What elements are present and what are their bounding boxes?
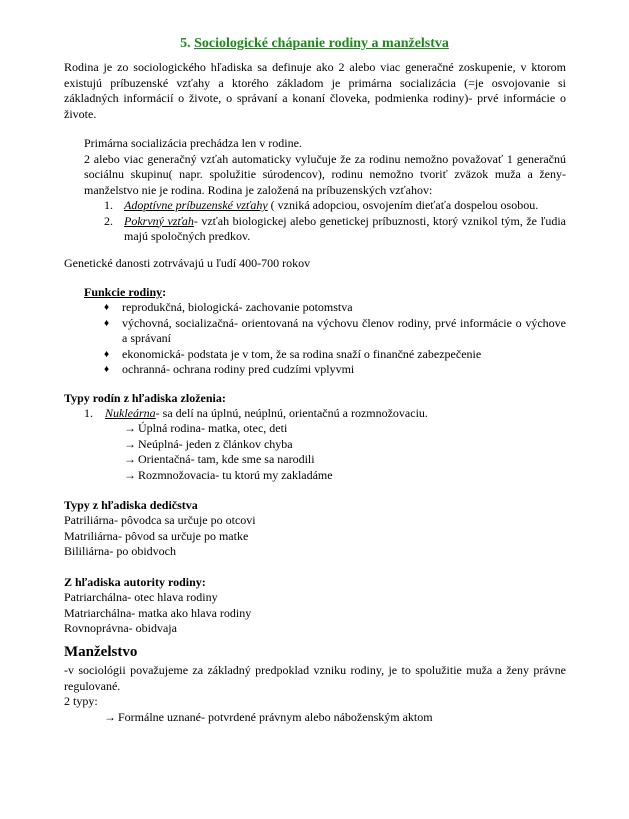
authority-heading xyxy=(64,575,206,591)
relation-term: Pokrvný vzťah xyxy=(124,213,194,228)
marriage-arrow-list xyxy=(104,710,433,726)
genetic-line: Genetické danosti zotrvávajú u ľudí 400-700 rokov xyxy=(64,256,311,270)
function-text: reprodukčná, biologická- zachovanie potomstva xyxy=(122,300,353,314)
authority-heading-text: Z hľadiska autority rodiny xyxy=(64,575,202,589)
arrow-item xyxy=(124,468,333,484)
diamond-bullet-icon: ♦ xyxy=(104,348,110,360)
section-title xyxy=(0,36,629,52)
arrow-text: Orientačná- tam, kde sme sa narodili xyxy=(138,452,315,466)
arrow-text: Formálne uznané- potvrdené právnym alebo náboženským aktom xyxy=(118,710,433,724)
inheritance-line: Bililiárna- po obidvoch xyxy=(64,544,176,558)
functions-list xyxy=(104,300,566,378)
relation-desc: ( vzniká adopciou, osvojením dieťaťa dospelou osobou. xyxy=(267,198,539,212)
diamond-bullet-icon: ♦ xyxy=(104,317,110,329)
relations-list xyxy=(104,198,566,245)
heading-colon: : xyxy=(201,575,206,589)
socialization-line: Primárna socializácia prechádza len v rodine. xyxy=(84,136,302,150)
arrow-text: Úplná rodina- matka, otec, deti xyxy=(138,421,288,435)
authority-line: Patriarchálna- otec hlava rodiny xyxy=(64,590,218,604)
function-item xyxy=(104,316,566,347)
arrow-item xyxy=(104,710,433,726)
relation-number: 1. xyxy=(104,198,113,212)
inheritance-heading: Typy z hľadiska dedičstva xyxy=(64,498,198,512)
function-text: ochranná- ochrana rodiny pred cudzími vplyvmi xyxy=(122,362,355,376)
composition-heading-text: Typy rodín z hľadiska zloženia xyxy=(64,391,222,405)
composition-term: Nukleárna xyxy=(105,406,156,420)
relation-term: Adoptívne príbuzenské vzťahy xyxy=(124,198,268,212)
functions-heading xyxy=(84,285,166,301)
marriage-heading: Manželstvo xyxy=(64,644,138,660)
section-number: 5. xyxy=(180,36,191,51)
arrow-item xyxy=(124,452,333,468)
function-item xyxy=(104,300,566,316)
marriage-text: -v sociológii považujeme za základný predpoklad vzniku rodiny, je to spolužitie muža a ženy právne regulované. xyxy=(64,663,566,693)
intro-paragraph: Rodina je zo sociologického hľadiska sa definuje ako 2 alebo viac generačné zoskupenie, v ktorom existujú príbuzenské vzťahy a ktorého základom je primárna socializácia (=je osvojovanie si základných informácií o živote, o správaní a konaní človeka, podmienka rodiny)- prvé informácie o živote. xyxy=(64,60,566,121)
section-title-text: Sociologické chápanie rodiny a manželstva xyxy=(194,36,449,51)
inheritance-line: Matriliárna- pôvod sa určuje po matke xyxy=(64,528,249,543)
inheritance-list xyxy=(64,513,256,560)
arrow-right-icon: → xyxy=(104,710,116,724)
heading-colon: : xyxy=(221,391,226,405)
function-text: ekonomická- podstata je v tom, že sa rodina snaží o finančné zabezpečenie xyxy=(122,346,482,361)
arrow-item xyxy=(124,421,333,437)
marriage-types: 2 typy: xyxy=(64,694,98,708)
arrow-text: Neúplná- jeden z článkov chyba xyxy=(138,436,293,451)
relation-desc: - vzťah biologickej alebo genetickej príbuznosti, ktorý vznikol tým, že ľudia majú spoločných predkov. xyxy=(124,213,567,243)
socialization-paragraph xyxy=(84,136,566,198)
function-text: výchovná, socializačná- orientovaná na výchovu členov rodiny, prvé informácie o výchove a správaní xyxy=(122,315,566,345)
authority-line: Rovnoprávna- obidvaja xyxy=(64,621,177,635)
arrow-right-icon: → xyxy=(124,421,136,435)
authority-line: Matriarchálna- matka ako hlava rodiny xyxy=(64,605,252,620)
composition-desc: - sa delí na úplnú, neúplnú, orientačnú a rozmnožovaciu. xyxy=(155,406,428,420)
arrow-right-icon: → xyxy=(124,467,136,482)
marriage-paragraph xyxy=(64,663,566,710)
function-item xyxy=(104,347,566,363)
function-item xyxy=(104,362,566,378)
composition-number: 1. xyxy=(84,406,93,420)
heading-colon: : xyxy=(162,285,167,299)
diamond-bullet-icon: ♦ xyxy=(104,364,110,375)
relation-number: 2. xyxy=(104,213,113,228)
arrow-right-icon: → xyxy=(124,452,136,466)
relation-item xyxy=(104,198,566,214)
arrow-right-icon: → xyxy=(124,436,136,451)
generation-text: 2 alebo viac generačný vzťah automaticky vylučuje že za rodinu nemožno považovať 1 generačnú sociálnu skupinu( napr. spolužitie súrodencov), rodinu nemožno tvoriť zväzok muža a ženy- manželstvo nie je rodina. Rodina je založená na príbuzenských vzťahov: xyxy=(84,151,566,197)
composition-heading xyxy=(64,391,226,407)
composition-item xyxy=(84,406,564,422)
functions-heading-text: Funkcie rodiny xyxy=(84,285,163,299)
diamond-bullet-icon: ♦ xyxy=(104,302,110,313)
arrow-item xyxy=(124,437,333,453)
inheritance-line: Patriliárna- pôvodca sa určuje po otcovi xyxy=(64,513,256,527)
relation-item xyxy=(104,214,566,245)
arrow-text: Rozmnožovacia- tu ktorú my zakladáme xyxy=(138,467,333,482)
authority-list xyxy=(64,590,251,637)
composition-arrow-list xyxy=(124,421,333,483)
